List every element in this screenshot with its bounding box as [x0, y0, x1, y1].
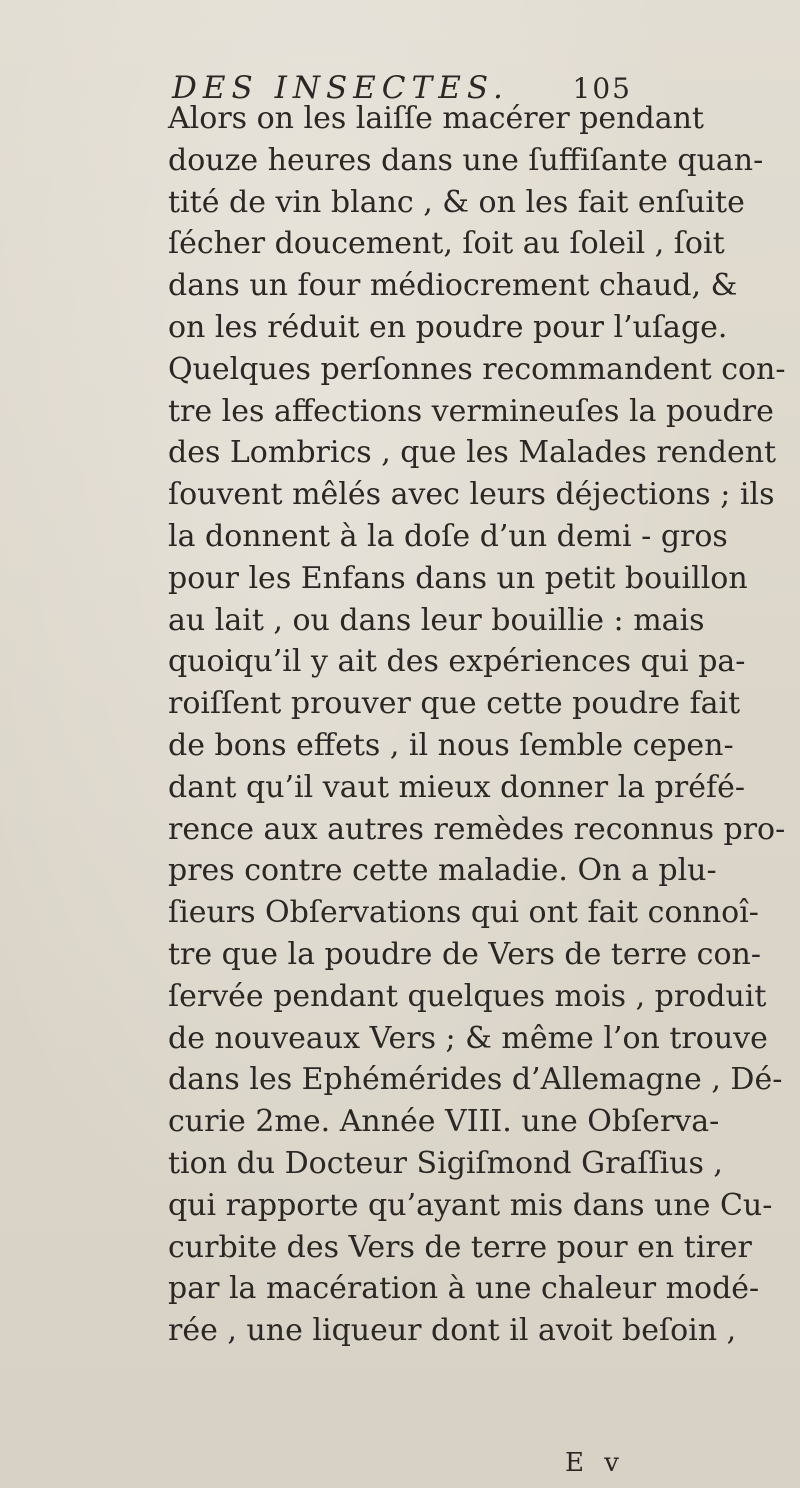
signature-mark: E v: [565, 1448, 625, 1478]
text-line: ſieurs Obſervations qui ont fait connoî-: [168, 895, 759, 931]
page-number: 105: [572, 72, 632, 105]
text-line: dans un four médiocrement chaud, &: [168, 268, 738, 304]
text-line: de bons effets , il nous ſemble cepen-: [168, 727, 734, 763]
text-line: tion du Docteur Sigiſmond Graſſius ,: [168, 1145, 723, 1181]
text-line: pour les Enfans dans un petit bouillon: [168, 560, 748, 596]
running-title: DES INSECTES.: [172, 70, 509, 106]
text-line: tre les affections vermineuſes la poudre: [168, 393, 774, 429]
text-line: pres contre cette maladie. On a plu-: [168, 853, 717, 889]
text-line: rée , une liqueur dont il avoit beſoin ,: [168, 1313, 737, 1349]
text-line: tre que la poudre de Vers de terre con-: [168, 936, 761, 972]
text-line: dant qu’il vaut mieux donner la préfé-: [168, 769, 745, 805]
text-line: curie 2me. Année VIII. une Obſerva-: [168, 1104, 720, 1140]
text-line: des Lombrics , que les Malades rendent: [168, 435, 777, 471]
text-body: [168, 98, 786, 1352]
text-line: Quelques perſonnes recommandent con-: [168, 351, 786, 387]
text-line: de nouveaux Vers ; & même l’on trouve: [168, 1020, 768, 1056]
text-line: Alors on les laiſſe macérer pendant: [168, 101, 704, 136]
text-line: ſouvent mêlés avec leurs déjections ; ils: [168, 477, 775, 513]
text-line: douze heures dans une ſuffiſante quan-: [168, 142, 764, 178]
text-line: la donnent à la doſe d’un demi - gros: [168, 518, 728, 554]
text-line: dans les Ephémérides d’Allemagne , Dé-: [168, 1062, 783, 1098]
text-line: par la macération à une chaleur modé-: [168, 1271, 760, 1307]
text-line: ſervée pendant quelques mois , produit: [168, 978, 767, 1014]
text-line: roiſſent prouver que cette poudre fait: [168, 686, 741, 722]
text-line: tité de vin blanc , & on les fait enſuite: [168, 184, 745, 220]
text-line: rence aux autres remèdes reconnus pro-: [168, 811, 786, 847]
text-line: ſécher doucement, ſoit au ſoleil , ſoit: [168, 226, 725, 262]
text-line: quoiqu’il y ait des expériences qui pa-: [168, 644, 746, 680]
text-line: curbite des Vers de terre pour en tirer: [168, 1229, 752, 1265]
text-line: qui rapporte qu’ayant mis dans une Cu-: [168, 1187, 773, 1223]
text-line: on les réduit en poudre pour l’uſage.: [168, 309, 728, 345]
text-line: au lait , ou dans leur bouillie : mais: [168, 602, 705, 638]
